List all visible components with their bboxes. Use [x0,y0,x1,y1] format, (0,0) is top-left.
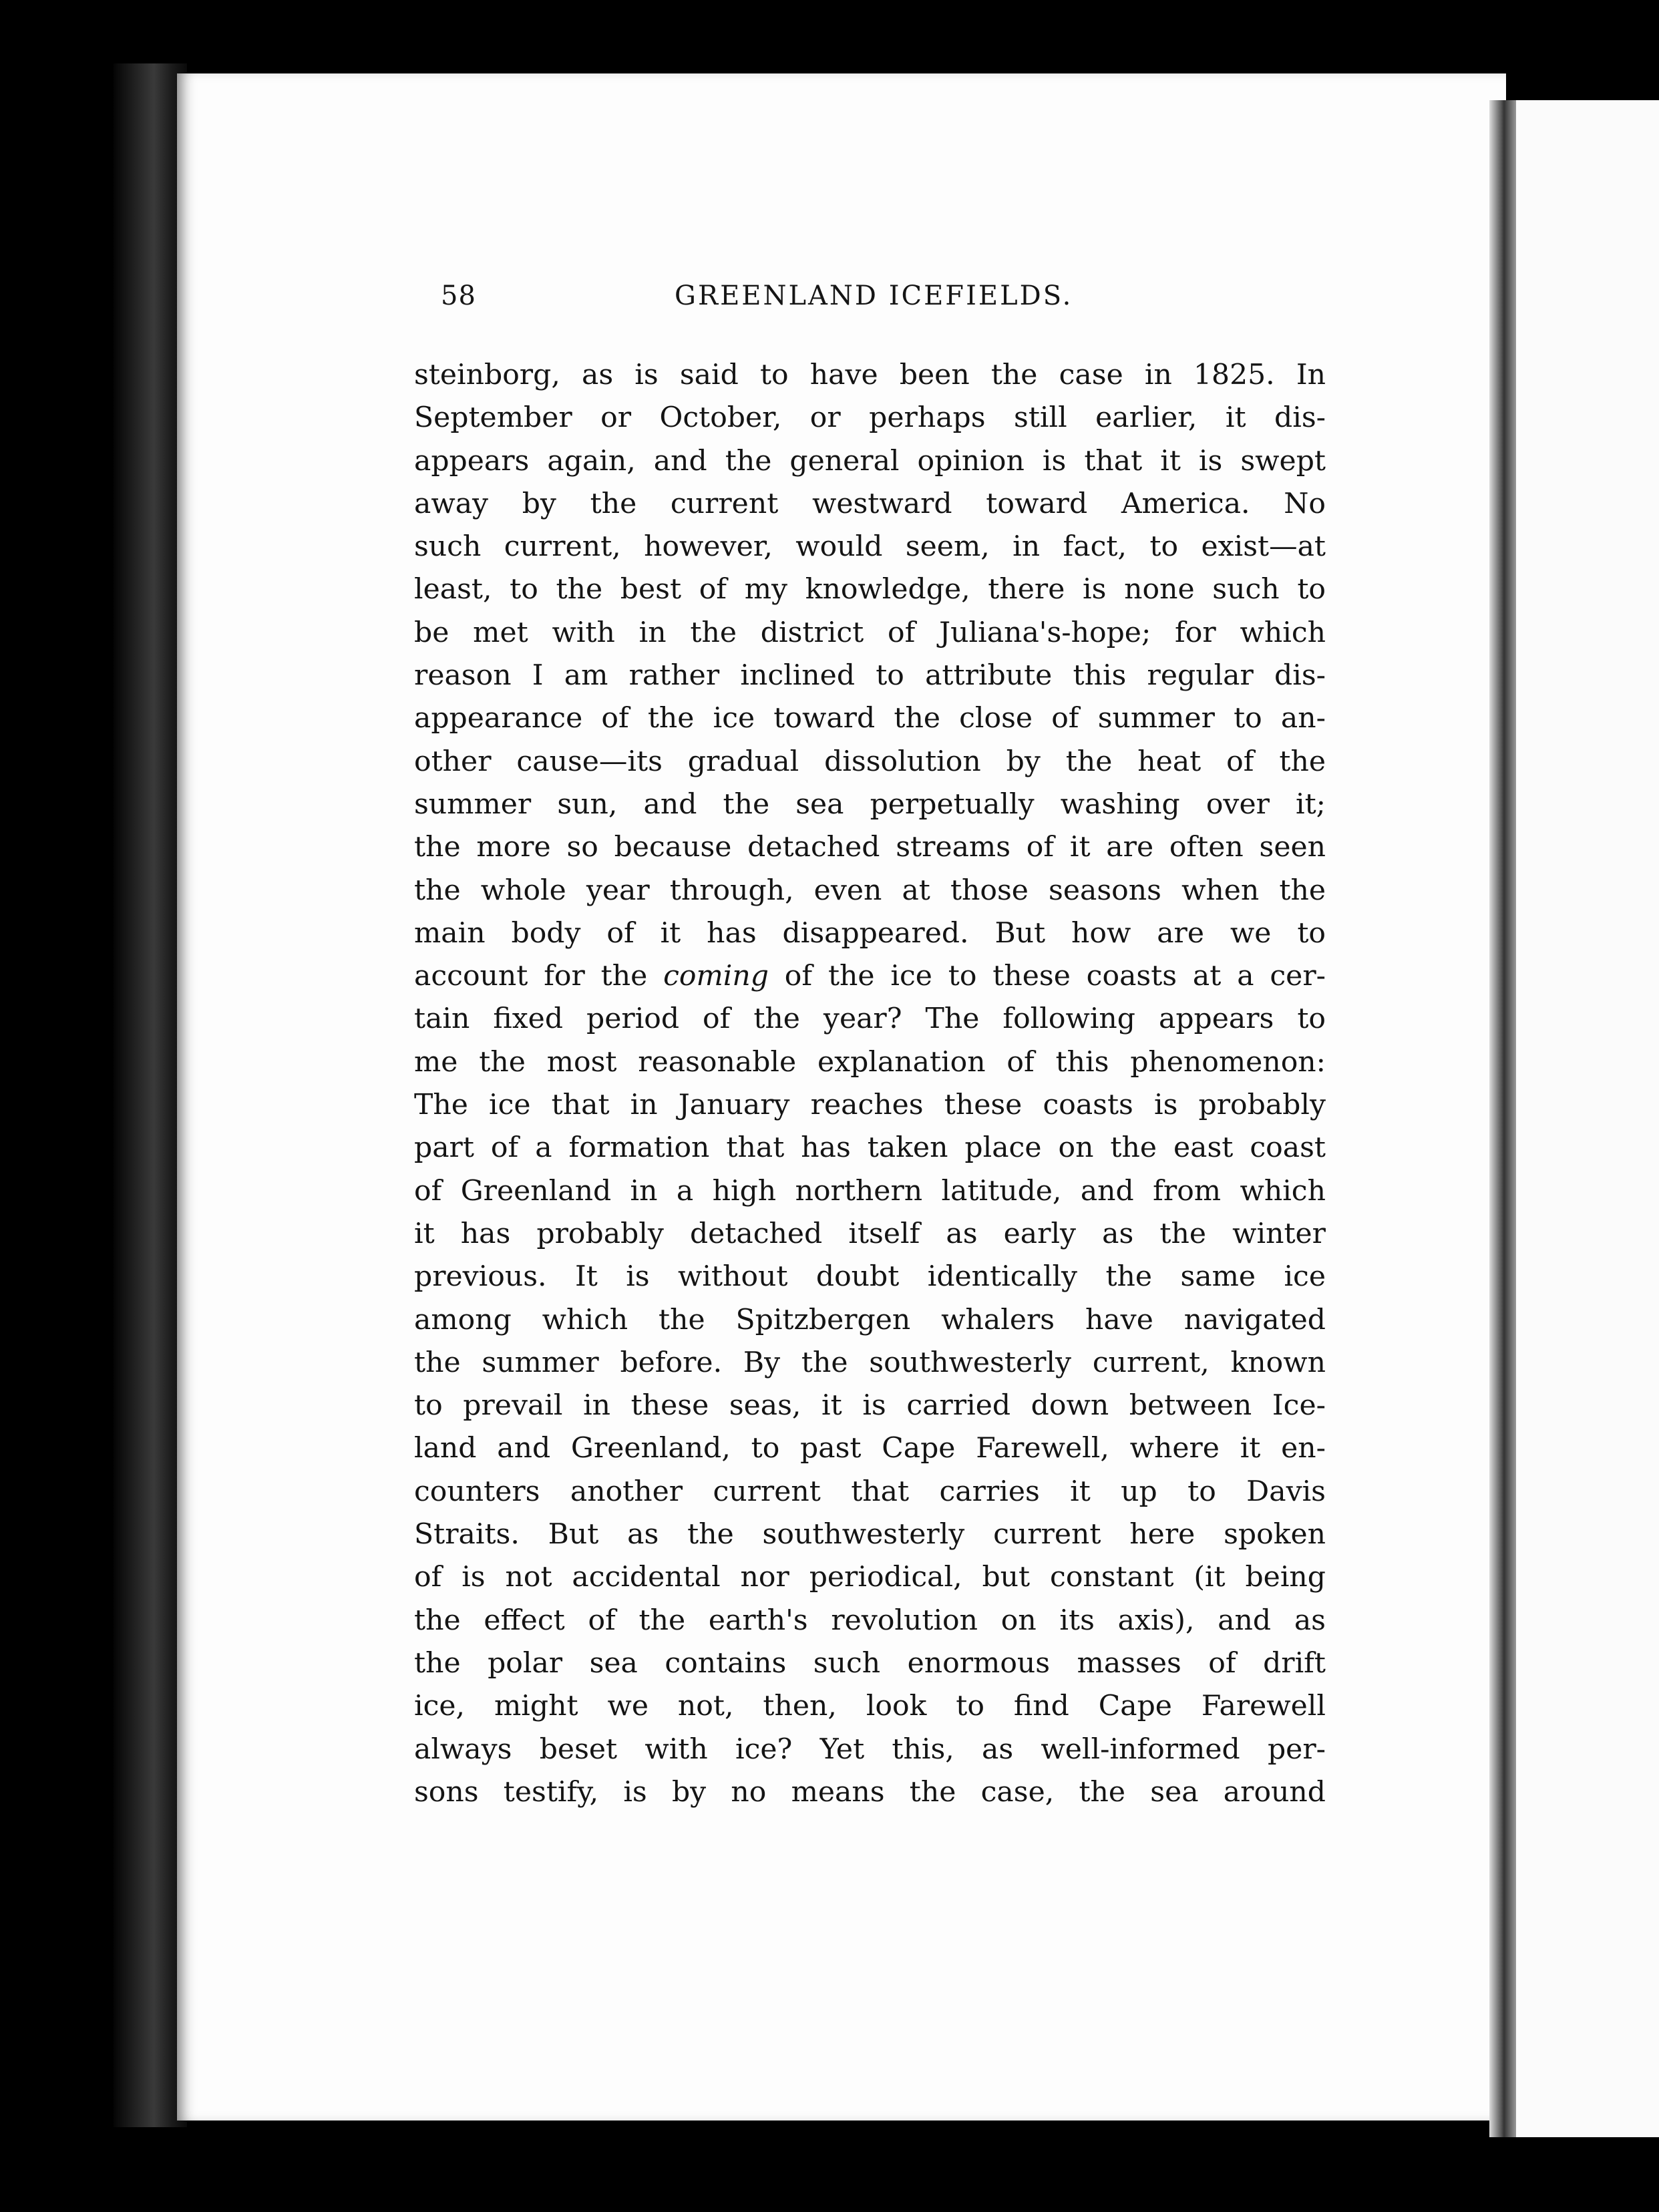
text-line: to prevail in these seas, it is carried down between Ice- [414,1389,1326,1423]
text-line: least, to the best of my knowledge, there is none such to [414,573,1326,606]
text-line: land and Greenland, to past Cape Farewell, where it en- [414,1432,1326,1465]
text-line: the polar sea contains such enormous masses of drift [414,1646,1326,1680]
text-line: appears again, and the general opinion is that it is swept [414,444,1326,478]
text-line: other cause—its gradual dissolution by the heat of the [414,745,1326,778]
text-line: tain fixed period of the year? The following appears to [414,1002,1326,1036]
text-line: of is not accidental nor periodical, but constant (it being [414,1561,1326,1594]
book-spine [114,63,187,2127]
text-line: ice, might we not, then, look to find Cape Farewell [414,1690,1326,1723]
text-line: previous. It is without doubt identically the same ice [414,1260,1326,1294]
emphasis-coming: coming [663,960,769,993]
text-line: summer sun, and the sea perpetually washing over it; [414,787,1326,821]
text-line: reason I am rather inclined to attribute this regular dis- [414,659,1326,693]
text-line: counters another current that carries it up to Davis [414,1475,1326,1508]
text-line: the more so because detached streams of it are often seen [414,831,1326,864]
text-line: be met with in the district of Juliana's-hope; for which [414,616,1326,649]
text-line: it has probably detached itself as early as the winter [414,1217,1326,1250]
text-line: account for the coming of the ice to these coasts at a cer- [414,960,1326,993]
page-header [441,281,1092,321]
text-line: always beset with ice? Yet this, as well-informed per- [414,1732,1326,1766]
text-line: me the most reasonable explanation of this phenomenon: [414,1045,1326,1079]
page-gutter [1489,100,1516,2137]
text-line: the whole year through, even at those seasons when the [414,874,1326,907]
text-line: September or October, or perhaps still earlier, it dis- [414,401,1326,435]
text-line: the summer before. By the southwesterly current, known [414,1346,1326,1379]
next-page-edge [1516,100,1659,2137]
text-line: such current, however, would seem, in fact, to exist—at [414,530,1326,564]
text-line: appearance of the ice toward the close of summer to an- [414,702,1326,735]
text-line: Straits. But as the southwesterly current here spoken [414,1518,1326,1551]
text-line: the effect of the earth's revolution on its axis), and as [414,1604,1326,1637]
text-line: steinborg, as is said to have been the case in 1825. In [414,359,1326,391]
text-line: part of a formation that has taken place on the east coast [414,1131,1326,1165]
body-text [414,354,1326,1814]
page-number: 58 [441,281,476,311]
text-line: away by the current westward toward America. No [414,487,1326,520]
text-line: of Greenland in a high northern latitude, and from which [414,1174,1326,1208]
text-line: among which the Spitzbergen whalers have navigated [414,1303,1326,1336]
text-line: The ice that in January reaches these coasts is probably [414,1089,1326,1122]
text-line: main body of it has disappeared. But how are we to [414,916,1326,950]
text-line: sons testify, is by no means the case, the sea around [414,1775,1326,1809]
running-title: GREENLAND ICEFIELDS. [675,281,1073,311]
